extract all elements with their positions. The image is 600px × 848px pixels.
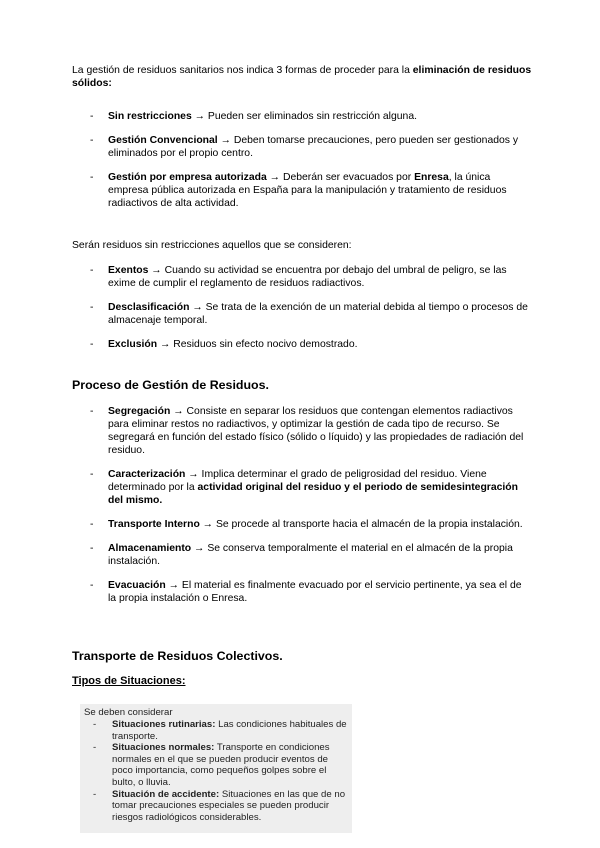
term-transporte-interno: Transporte Interno	[108, 519, 200, 530]
bullet-dash: -	[90, 265, 94, 276]
desc-gestion-convencional: → Deben tomarse precauciones, pero pueden ser gestionados y eliminados por el propio centro.	[108, 135, 519, 159]
bullet-dash: -	[93, 719, 97, 730]
term-exclusion: Exclusión	[108, 339, 158, 350]
list-item-exclusion	[72, 338, 532, 351]
term-empresa-autorizada: Gestión por empresa autorizada	[108, 172, 267, 183]
desc-normales: Transporte en condiciones normales en el que se pueden producir eventos de poco importancia, como pequeños golpes sobre el bulto, o lluvia.	[112, 742, 330, 788]
desc-exclusion: → Residuos sin efecto nocivo demostrado.	[157, 339, 358, 350]
term-normales: Situaciones normales:	[112, 742, 215, 754]
desc-empresa-autorizada: → Deberán ser evacuados por	[266, 172, 415, 183]
intro-text: La gestión de residuos sanitarios nos indica 3 formas de proceder para la	[72, 65, 413, 76]
situations-box	[80, 704, 352, 833]
bullet-dash: -	[90, 469, 94, 480]
desc-desclasificacion: → Se trata de la exención de un material debida al tiempo o procesos de almacenaje temporal.	[108, 302, 528, 326]
desc-exentos: → Cuando su actividad se encuentra por debajo del umbral de peligro, se las exime de cumplir el reglamento de residuos radiactivos.	[108, 265, 507, 289]
bullet-dash: -	[90, 111, 94, 122]
unrestricted-list	[72, 264, 532, 351]
bullet-dash: -	[90, 339, 94, 350]
desc-segregacion: → Consiste en separar los residuos que contengan elementos radiactivos para eliminar restos no radiactivos, y optimizar la gestión de cada tipo de recurso. Se segregará en función del estado físico (sólido o líquido) y las propiedades de radiación del residuo.	[108, 406, 524, 456]
desc-evacuacion: → El material es finalmente evacuado por el servicio pertinente, ya sea el de la propia instalación o Enresa.	[108, 580, 522, 604]
list-item-almacenamiento	[72, 542, 532, 568]
intro-paragraph	[72, 64, 532, 90]
unrestricted-intro: Serán residuos sin restricciones aquellos que se consideren:	[72, 240, 352, 251]
desc-empresa-autorizada-2: , la única empresa pública autorizada en España para la manipulación y tratamiento de residuos radiactivos de alta actividad.	[108, 172, 507, 209]
list-item-caracterizacion	[72, 468, 532, 507]
term-desclasificacion: Desclasificación	[108, 302, 190, 313]
list-item-transporte-interno	[72, 518, 532, 531]
bullet-dash: -	[90, 519, 94, 530]
desc-rutinarias: Las condiciones habituales de transporte.	[112, 719, 347, 742]
term-sin-restricciones: Sin restricciones	[108, 111, 192, 122]
situations-heading: Tipos de Situaciones:	[72, 675, 186, 687]
list-item-normales	[84, 742, 350, 788]
desc-sin-restricciones: → Pueden ser eliminados sin restricción alguna.	[191, 111, 417, 122]
enresa-bold: Enresa	[414, 172, 449, 183]
list-item-evacuacion	[72, 579, 532, 605]
bullet-dash: -	[90, 543, 94, 554]
box-intro: Se deben considerar	[84, 707, 173, 718]
list-item-gestion-convencional	[72, 134, 532, 160]
situations-list	[84, 719, 350, 823]
transport-heading: Transporte de Residuos Colectivos.	[72, 649, 283, 663]
caracterizacion-bold: actividad original del residuo y el periodo de semidesintegración del mismo.	[108, 482, 518, 506]
term-rutinarias: Situaciones rutinarias:	[112, 719, 216, 730]
list-item-segregacion	[72, 405, 532, 457]
desc-almacenamiento: → Se conserva temporalmente el material en el almacén de la propia instalación.	[108, 543, 513, 567]
desc-accidente: Situaciones en las que de no tomar precauciones especiales se pueden producir riesgos radiológicos considerables.	[112, 788, 346, 823]
forms-list	[72, 110, 532, 210]
intro-bold: eliminación de residuos sólidos:	[72, 65, 532, 89]
term-accidente: Situación de accidente:	[112, 788, 220, 800]
term-caracterizacion: Caracterización	[108, 469, 186, 480]
list-item-sin-restricciones	[72, 110, 532, 123]
bullet-dash: -	[90, 135, 94, 146]
term-evacuacion: Evacuación	[108, 580, 166, 591]
term-gestion-convencional: Gestión Convencional	[108, 135, 218, 146]
process-list	[72, 405, 532, 605]
process-heading: Proceso de Gestión de Residuos.	[72, 378, 269, 392]
desc-caracterizacion: → Implica determinar el grado de peligrosidad del residuo. Viene determinado por la	[108, 469, 487, 493]
bullet-dash: -	[93, 742, 97, 754]
list-item-rutinarias	[84, 719, 350, 742]
list-item-empresa-autorizada	[72, 171, 532, 210]
bullet-dash: -	[93, 788, 97, 800]
term-exentos: Exentos	[108, 265, 149, 276]
list-item-exentos	[72, 264, 532, 290]
bullet-dash: -	[90, 406, 94, 417]
bullet-dash: -	[90, 580, 94, 591]
bullet-dash: -	[90, 172, 94, 183]
bullet-dash: -	[90, 302, 94, 313]
term-segregacion: Segregación	[108, 406, 171, 417]
list-item-accidente	[84, 789, 350, 824]
term-almacenamiento: Almacenamiento	[108, 543, 192, 554]
desc-transporte-interno: → Se procede al transporte hacia el almacén de la propia instalación.	[199, 519, 523, 530]
list-item-desclasificacion	[72, 301, 532, 327]
